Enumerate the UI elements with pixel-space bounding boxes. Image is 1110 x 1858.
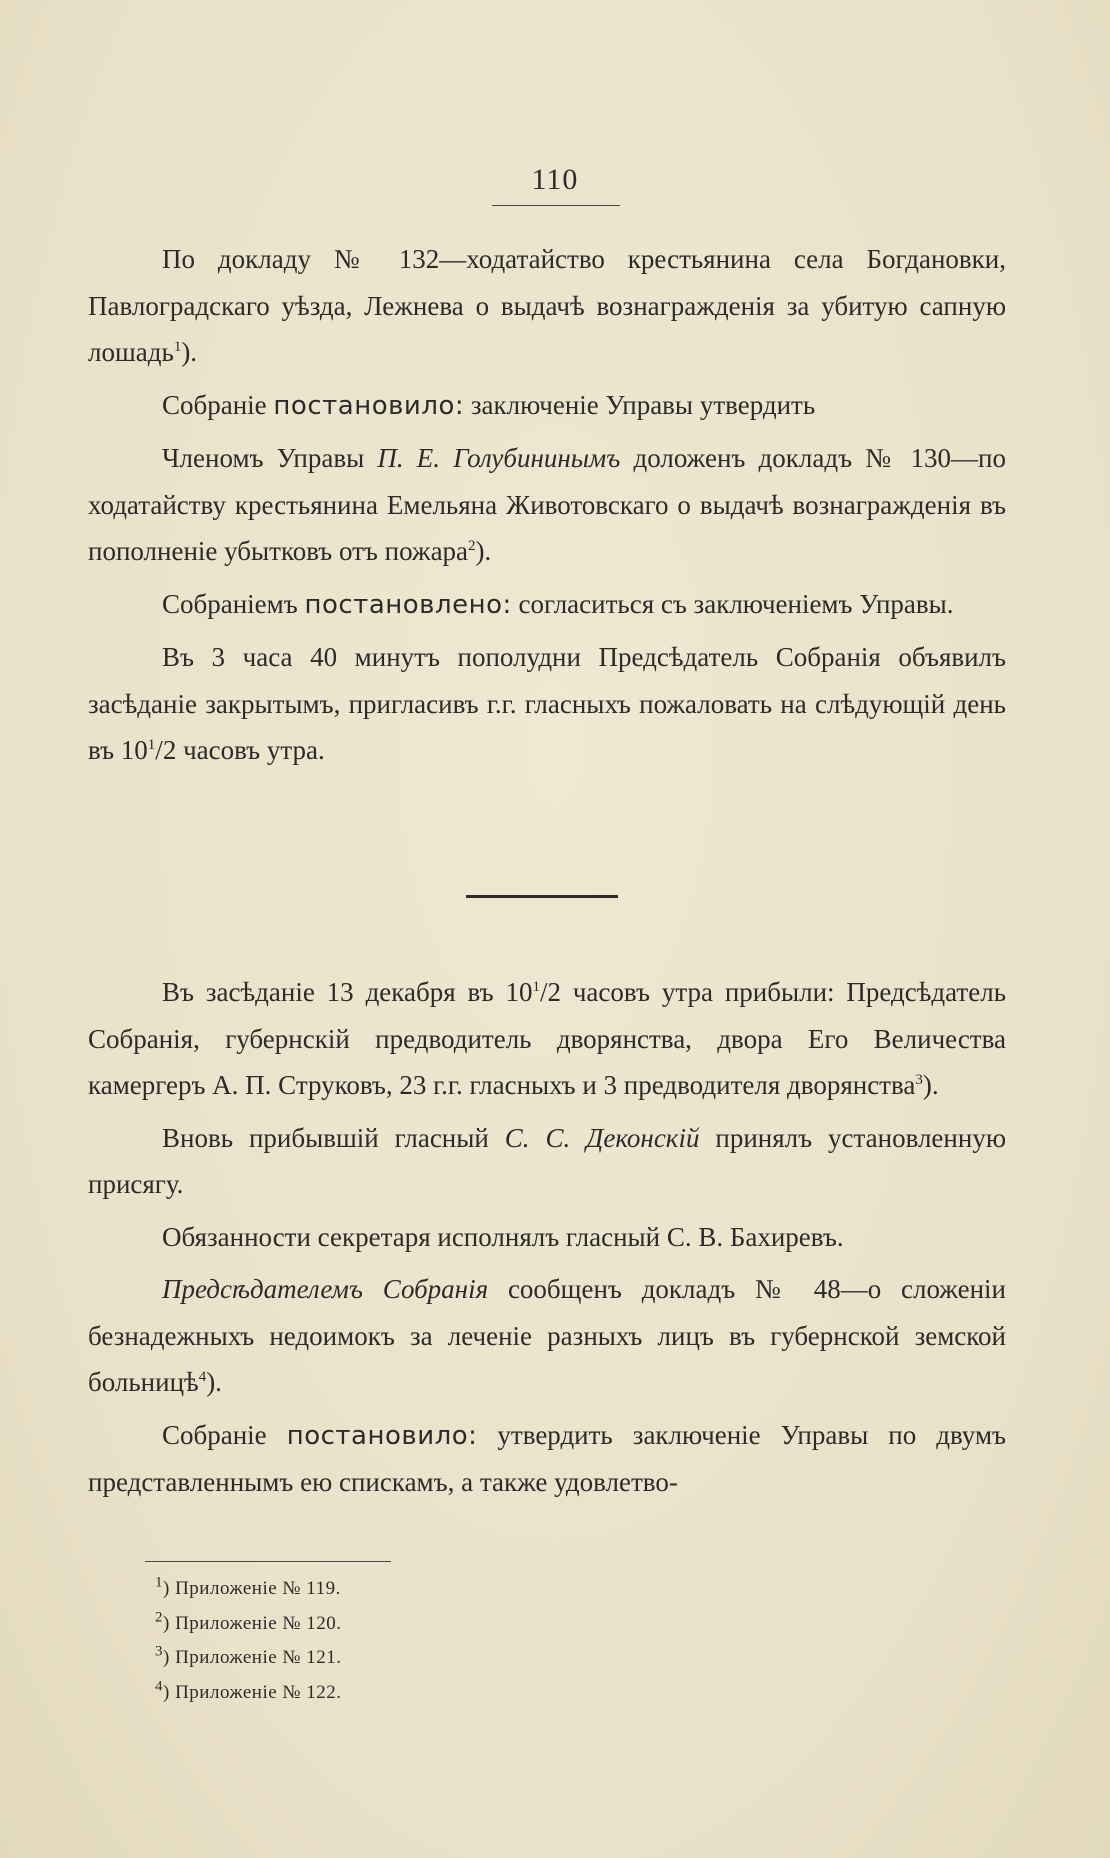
text-run: 2 [162, 735, 177, 765]
footnote-paren: ) [163, 1647, 170, 1668]
text-run: / [155, 735, 163, 765]
paragraph [88, 969, 1006, 1109]
text-run: принялъ установленную присягу. [88, 1122, 1006, 1199]
footnote-item [155, 1607, 555, 1642]
footnote-number: 2 [155, 1609, 163, 1626]
person-name: П. Е. Голубининымъ [377, 443, 621, 473]
footnote-text: Приложеніе № 120. [169, 1612, 342, 1634]
resolution-keyword: постановило: [273, 390, 465, 421]
text-run: согласиться съ заключеніемъ Управы. [511, 588, 954, 619]
footnote-number: 1 [155, 1574, 163, 1591]
header-rule [492, 205, 620, 206]
paragraph [88, 382, 1006, 430]
paragraph [88, 1266, 1006, 1406]
footnote-number: 3 [155, 1643, 163, 1660]
paragraph [88, 236, 1006, 376]
text-run: Собраніе [162, 389, 274, 420]
footnote-number: 4 [155, 1678, 163, 1695]
footnote-item [155, 1641, 555, 1676]
resolution-keyword: постановило: [286, 1420, 478, 1451]
text-run: ). [922, 1070, 939, 1100]
paragraph [88, 1412, 1006, 1506]
footnotes [155, 1572, 555, 1710]
text-run: утвердить заключеніе Управы по двумъ представленнымъ ею спискамъ, а также удовлетво- [88, 1419, 1007, 1497]
text-run: часовъ утра прибыли: Предсѣдатель Собранія, губернскій предводитель дворянства, двора Его Величества камергеръ А. П. Струковъ, 23 г.г. гласныхъ и 3 предводителя дворянства [88, 977, 1007, 1100]
text-run: ). [206, 1367, 222, 1397]
text-run: Обязанности секретаря исполнялъ гласный С. В. Бахиревъ. [162, 1221, 844, 1252]
footnote-paren: ) [163, 1578, 170, 1599]
text-run: заключеніе Управы утвердить [464, 389, 816, 420]
text-run: доложенъ докладъ № 130—по ходатайству крестьянина Емельяна Животовскаго о выдачѣ вознагражденія въ пополненіе убытковъ отъ пожара [88, 443, 1006, 566]
text-run: ). [181, 337, 198, 367]
footnote-text: Приложеніе № 119. [169, 1578, 341, 1599]
resolution-keyword: постановлено: [304, 589, 512, 620]
text-block-new-session [88, 969, 1006, 1506]
footnote-text: Приложеніе № 121. [169, 1647, 342, 1668]
text-run: Собраніе [162, 1419, 287, 1450]
footnote-paren: ) [163, 1681, 170, 1703]
footnote-mark: 2 [468, 538, 476, 554]
text-run: Вновь прибывшій гласный [162, 1122, 505, 1153]
footnote-mark: 4 [198, 1369, 207, 1385]
footnote-paren: ) [163, 1612, 170, 1634]
page-number: 110 [531, 163, 579, 196]
text-run: / [539, 977, 548, 1007]
text-run: Собраніемъ [162, 588, 305, 619]
person-name: Предсѣдателемъ Собранія [162, 1274, 489, 1304]
paragraph [88, 435, 1006, 575]
text-run: 2 [547, 977, 561, 1007]
text-run: сообщенъ докладъ № 48—о сложеніи безнадежныхъ недоимокъ за леченіе разныхъ лицъ въ губернской земской больницѣ [88, 1274, 1006, 1397]
text-run: ). [475, 536, 492, 566]
section-separator [466, 895, 618, 898]
text-run: Въ 3 часа 40 минутъ пополудни Предсѣдатель Собранія объявилъ засѣданіе закрытымъ, пригласивъ г.г. гласныхъ пожаловать на слѣдующій день въ 10 [88, 642, 1006, 765]
paragraph [88, 1214, 1006, 1261]
text-run: Въ засѣданіе 13 декабря въ 10 [162, 977, 533, 1007]
text-run: Членомъ Управы [162, 443, 378, 473]
paragraph [88, 634, 1006, 774]
footnote-mark: 1 [147, 737, 156, 753]
person-name: С. С. Деконскій [504, 1122, 700, 1153]
paragraph [88, 1115, 1006, 1208]
footnote-rule [145, 1561, 391, 1562]
footnote-mark: 1 [173, 339, 182, 355]
footnote-text: Приложеніе № 122. [169, 1681, 342, 1703]
text-block-session-end [88, 236, 1006, 774]
footnote-item [155, 1676, 555, 1711]
text-run: часовъ утра. [176, 735, 325, 765]
footnote-mark: 3 [915, 1072, 923, 1088]
footnote-item [155, 1572, 555, 1607]
text-run: По докладу № 132—ходатайство крестьянина села Богдановки, Павлоградскаго уѣзда, Лежнева о выдачѣ вознагражденія за убитую сапную лошадь [88, 244, 1006, 367]
paragraph [88, 581, 1006, 629]
footnote-mark: 1 [532, 979, 540, 995]
